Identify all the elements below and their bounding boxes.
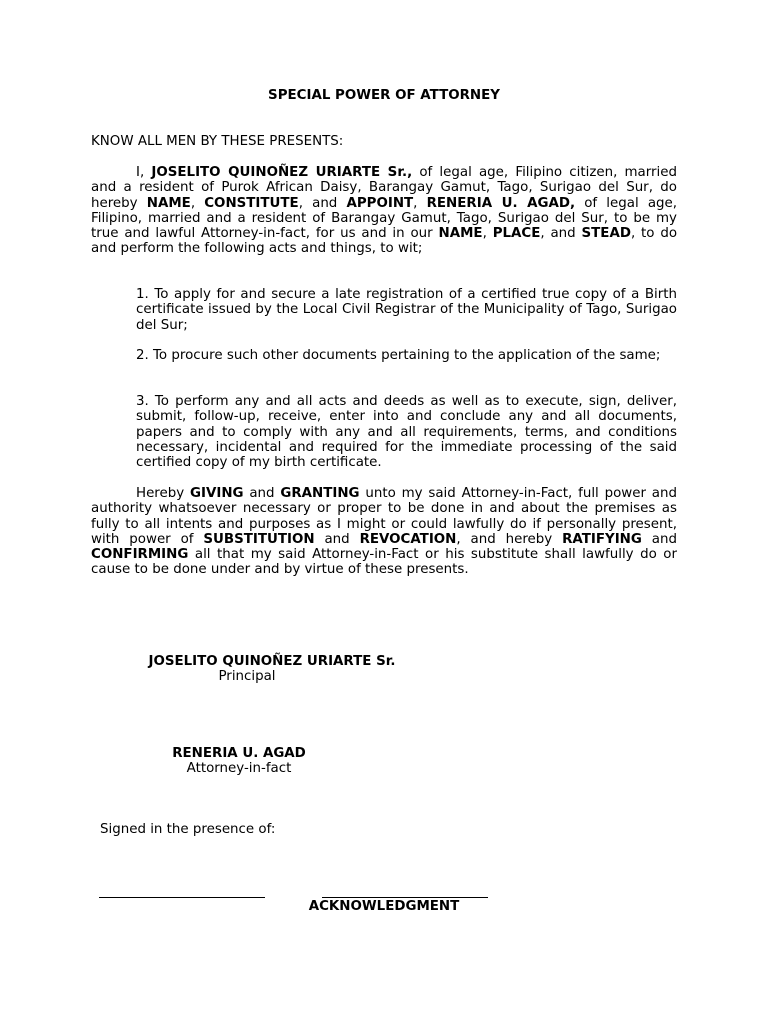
attorney-signature-role: Attorney-in-fact: [186, 761, 292, 776]
principal-signature-role: Principal: [218, 669, 276, 684]
closing-paragraph: Hereby GIVING and GRANTING unto my said Attorney-in-Fact, full power and authority whatsoever necessary or proper to be done in and about the premises as fully to all intents and purposes as I might or could lawfully do if personally present, with power of SUBSTITUTION and REVOCATION, and hereby RATIFYING and CONFIRMING all that my said Attorney-in-Fact or his substitute shall lawfully do or cause to be done under and by virtue of these presents.: [91, 486, 677, 578]
witness-signature-line-1: [99, 897, 265, 898]
attorney-name-inline: RENERIA U. AGAD,: [426, 195, 576, 211]
principal-name-inline: JOSELITO QUINOÑEZ URIARTE Sr.,: [151, 165, 413, 180]
greeting: KNOW ALL MEN BY THESE PRESENTS:: [91, 134, 344, 149]
acknowledgment-heading: ACKNOWLEDGMENT: [308, 899, 460, 914]
list-item: 1. To apply for and secure a late registration of a certified true copy of a Birth certificate issued by the Local Civil Registrar of the Municipality of Tago, Surigao del Sur;: [136, 287, 677, 333]
document-title: SPECIAL POWER OF ATTORNEY: [268, 88, 500, 103]
intro-paragraph: I, JOSELITO QUINOÑEZ URIARTE Sr., of legal age, Filipino citizen, married and a resident of Purok African Daisy, Barangay Gamut, Tago, Surigao del Sur, do hereby NAME, CONSTITUTE, and APPOINT, RENERIA U. AGAD, of legal age, Filipino, married and a resident of Barangay Gamut, Tago, Surigao del Sur, to be my true and lawful Attorney-in-fact, for us and in our NAME, PLACE, and STEAD, to do and perform the following acts and things, to wit;: [91, 165, 678, 257]
witness-label: Signed in the presence of:: [100, 822, 276, 837]
witness-signature-line-2: [322, 897, 488, 898]
attorney-signature-name: RENERIA U. AGAD: [172, 746, 306, 761]
principal-signature-name: JOSELITO QUINOÑEZ URIARTE Sr.: [148, 654, 396, 669]
list-item: 3. To perform any and all acts and deeds as well as to execute, sign, deliver, submit, follow-up, receive, enter into and conclude any and all documents, papers and to comply with any and all requirements, terms, and conditions necessary, incidental and required for the immediate processing of the said certified copy of my birth certificate.: [136, 394, 677, 471]
list-item: 2. To procure such other documents pertaining to the application of the same;: [136, 348, 661, 363]
